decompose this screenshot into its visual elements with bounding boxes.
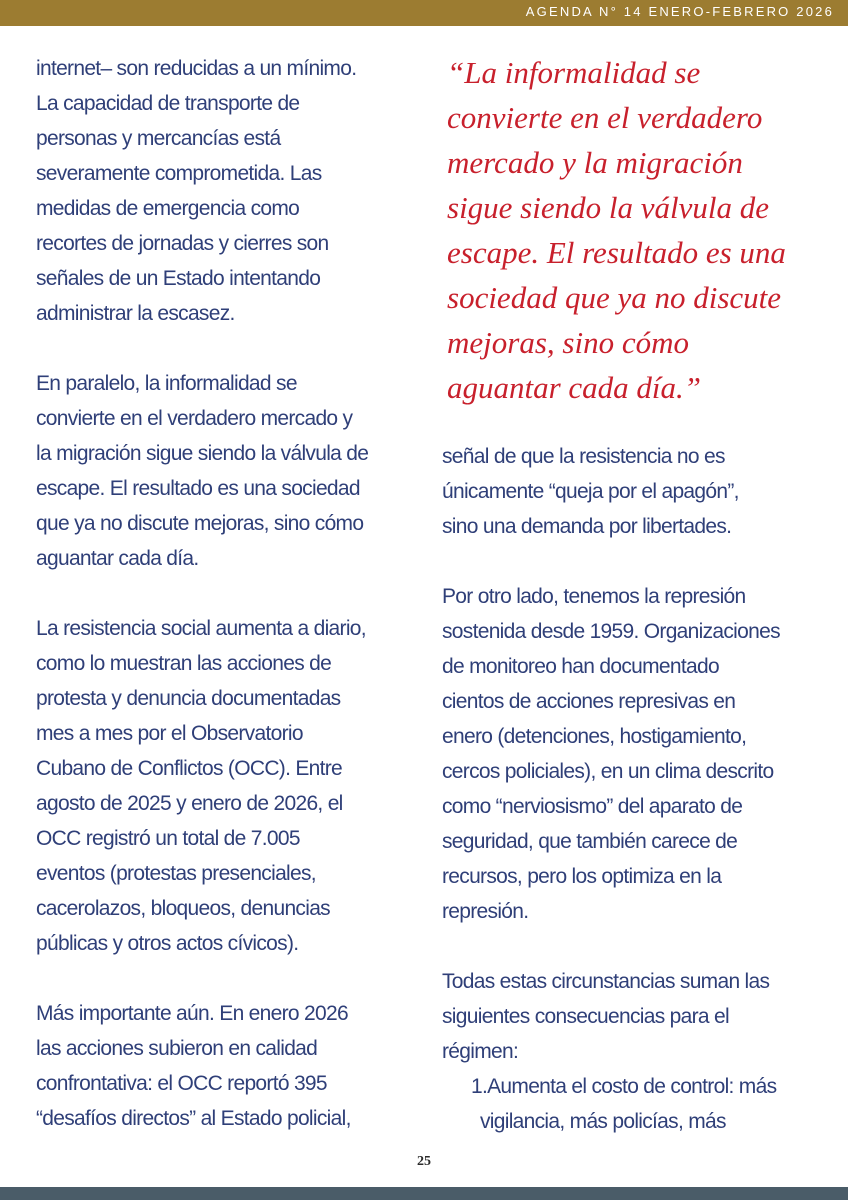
text-line: las acciones subieron en calidad: [36, 1037, 318, 1060]
quote-line: mejoras, sino cómo: [447, 325, 689, 360]
text-line: aguantar cada día.: [36, 547, 199, 570]
text-line: cercos policiales), en un clima descrito: [442, 760, 774, 783]
text-line: siguientes consecuencias para el: [442, 1005, 729, 1028]
text-line: Más importante aún. En enero 2026: [36, 1002, 348, 1025]
text-line: que ya no discute mejoras, sino cómo: [36, 512, 364, 535]
text-line: administrar la escasez.: [36, 302, 235, 325]
footer-bar: [0, 1187, 848, 1200]
body-paragraph: [36, 366, 436, 576]
body-paragraph: [442, 439, 842, 544]
quote-line: sociedad que ya no discute: [447, 280, 782, 315]
body-paragraph: [36, 996, 436, 1136]
header-bar: [0, 0, 848, 26]
text-line: convierte en el verdadero mercado y: [36, 407, 353, 430]
text-line: En paralelo, la informalidad se: [36, 372, 297, 395]
quote-line: “La informalidad se: [447, 55, 701, 90]
text-line: Por otro lado, tenemos la represión: [442, 585, 746, 608]
text-line: OCC registró un total de 7.005: [36, 827, 300, 850]
text-line: enero (detenciones, hostigamiento,: [442, 725, 747, 748]
text-line: cacerolazos, bloqueos, denuncias: [36, 897, 330, 920]
text-line: La capacidad de transporte de: [36, 92, 300, 115]
text-line: como “nerviosismo” del aparato de: [442, 795, 743, 818]
quote-line: escape. El resultado es una: [447, 235, 786, 270]
quote-line: aguantar cada día.”: [447, 370, 702, 405]
text-line: señales de un Estado intentando: [36, 267, 321, 290]
quote-line: convierte en el verdadero: [447, 100, 763, 135]
right-column: [442, 439, 842, 1139]
left-column: [36, 51, 436, 1136]
page-number: 25: [417, 1154, 431, 1169]
text-line: confrontativa: el OCC reportó 395: [36, 1072, 327, 1095]
text-line: Todas estas circunstancias suman las: [442, 970, 770, 993]
text-line: recortes de jornadas y cierres son: [36, 232, 329, 255]
text-line: régimen:: [442, 1040, 519, 1063]
text-line: “desafíos directos” al Estado policial,: [36, 1107, 351, 1130]
text-line: públicas y otros actos cívicos).: [36, 932, 299, 955]
text-line: personas y mercancías está: [36, 127, 281, 150]
pull-quote: [447, 50, 837, 410]
text-line: Cubano de Conflictos (OCC). Entre: [36, 757, 343, 780]
text-line: medidas de emergencia como: [36, 197, 300, 220]
text-line: agosto de 2025 y enero de 2026, el: [36, 792, 343, 815]
text-line: protesta y denuncia documentadas: [36, 687, 341, 710]
text-line: sino una demanda por libertades.: [442, 515, 732, 538]
list-item-continuation: vigilancia, más policías, más: [480, 1110, 726, 1133]
quote-line: sigue siendo la válvula de: [447, 190, 769, 225]
consequences-list: [442, 1069, 842, 1139]
body-paragraph: [36, 51, 436, 331]
text-line: represión.: [442, 900, 529, 923]
quote-line: mercado y la migración: [447, 145, 743, 180]
text-line: seguridad, que también carece de: [442, 830, 738, 853]
body-paragraph: [442, 964, 842, 1069]
text-line: de monitoreo han documentado: [442, 655, 719, 678]
text-line: únicamente “queja por el apagón”,: [442, 480, 739, 503]
list-item: 1.Aumenta el costo de control: más: [471, 1075, 777, 1098]
text-line: recursos, pero los optimiza en la: [442, 865, 722, 888]
text-line: cientos de acciones represivas en: [442, 690, 736, 713]
text-line: La resistencia social aumenta a diario,: [36, 617, 366, 640]
text-line: severamente comprometida. Las: [36, 162, 322, 185]
body-paragraph: [442, 579, 842, 929]
text-line: internet– son reducidas a un mínimo.: [36, 57, 357, 80]
magazine-issue-label: AGENDA N° 14 ENERO-FEBRERO 2026: [525, 4, 834, 19]
text-line: la migración sigue siendo la válvula de: [36, 442, 369, 465]
text-line: señal de que la resistencia no es: [442, 445, 725, 468]
body-paragraph: [36, 611, 436, 961]
text-line: eventos (protestas presenciales,: [36, 862, 316, 885]
text-line: escape. El resultado es una sociedad: [36, 477, 360, 500]
text-line: como lo muestran las acciones de: [36, 652, 332, 675]
text-line: mes a mes por el Observatorio: [36, 722, 303, 745]
text-line: sostenida desde 1959. Organizaciones: [442, 620, 780, 643]
